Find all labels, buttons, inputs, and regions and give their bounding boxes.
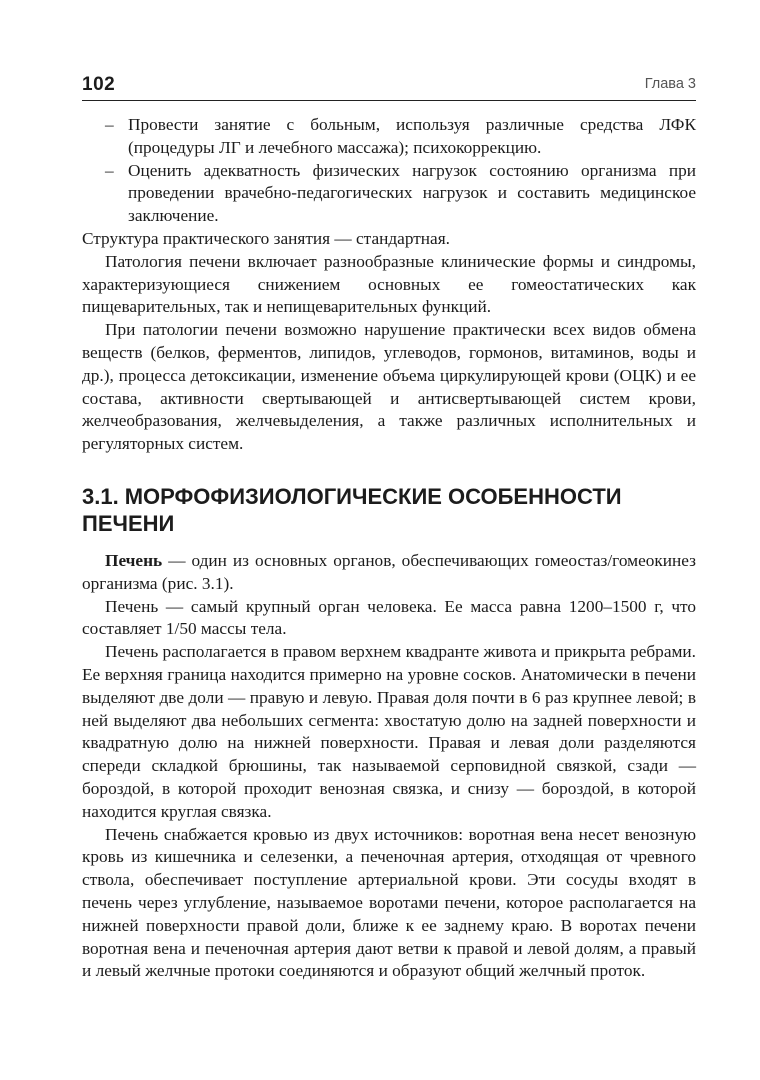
dash-bullet: – — [105, 115, 114, 134]
paragraph: Печень снабжается кровью из двух источников: воротная вена несет венозную кровь из кишечника и селезенки, а печеночная артерия, отходящая от чревного ствола, обеспечивает поступление артериальной крови. Эти сосуды входят в печень через углубление, называемое воротами печени, которое располагается на нижней поверхности правой доли, ближе к ее заднему краю. В воротах печени воротная вена и печеночная артерия дают ветви к правой и левой долям, а правый и левый желчные протоки соединяются и образуют общий желчный проток. — [82, 824, 696, 981]
paragraph: Печень — самый крупный орган человека. Ее масса равна 1200–1500 г, что составляет 1/50 массы тела. — [82, 596, 696, 639]
section-title-text: МОРФОФИЗИОЛОГИЧЕСКИЕ ОСОБЕННОСТИ ПЕЧЕНИ — [82, 483, 622, 536]
page-body — [82, 114, 696, 983]
list-item-text: Провести занятие с больным, используя различные средства ЛФК (процедуры ЛГ и лечебного массажа); психокоррекцию. — [128, 115, 696, 157]
list-item — [82, 160, 696, 228]
paragraph: Патология печени включает разнообразные клинические формы и синдромы, характеризующиеся снижением основных ее гомеостатических как пищеварительных, так и непищеварительных функций. — [82, 251, 696, 317]
paragraph: Структура практического занятия — стандартная. — [82, 228, 450, 248]
section-heading — [82, 483, 696, 537]
chapter-label: Глава 3 — [644, 76, 696, 92]
term-bold: Печень — [105, 550, 163, 570]
list-item-text: Оценить адекватность физических нагрузок состоянию организма при проведении врачебно-педагогических нагрузок и составить медицинское заключение. — [128, 160, 696, 226]
paragraph: Печень располагается в правом верхнем квадранте живота и прикрыта ребрами. Ее верхняя граница находится примерно на уровне сосков. Анатомически в печени выделяют две доли — правую и левую. Правая доля почти в 6 раз крупнее левой; в ней выделяют два небольших сегмента: хвостатую долю на задней поверхности и квадратную долю на нижней поверхности. Правая и левая доли разделяются спереди складкой брюшины, так называемой серповидной связкой, сзади — бороздой, в которой проходит венозная связка, и снизу — бороздой, в которой находится круглая связка. — [82, 642, 696, 821]
list-item — [82, 114, 696, 160]
running-header — [82, 74, 696, 101]
paragraph: При патологии печени возможно нарушение практически всех видов обмена веществ (белков, ферментов, липидов, углеводов, гормонов, витаминов, воды и др.), процесса детоксикации, изменение объема циркулирующей крови (ОЦК) и ее состава, активности свертывающей и антисвертывающей систем крови, желчеобразования, желчевыделения, а также различных исполнительных и регуляторных систем. — [82, 320, 696, 454]
section-number: 3.1. — [82, 483, 119, 509]
dash-bullet: – — [105, 160, 114, 180]
page-number: 102 — [82, 74, 116, 95]
paragraph — [82, 550, 696, 596]
paragraph-text: — один из основных органов, обеспечивающих гомеостаз/гомеокинез организма (рис. 3.1). — [82, 550, 696, 593]
